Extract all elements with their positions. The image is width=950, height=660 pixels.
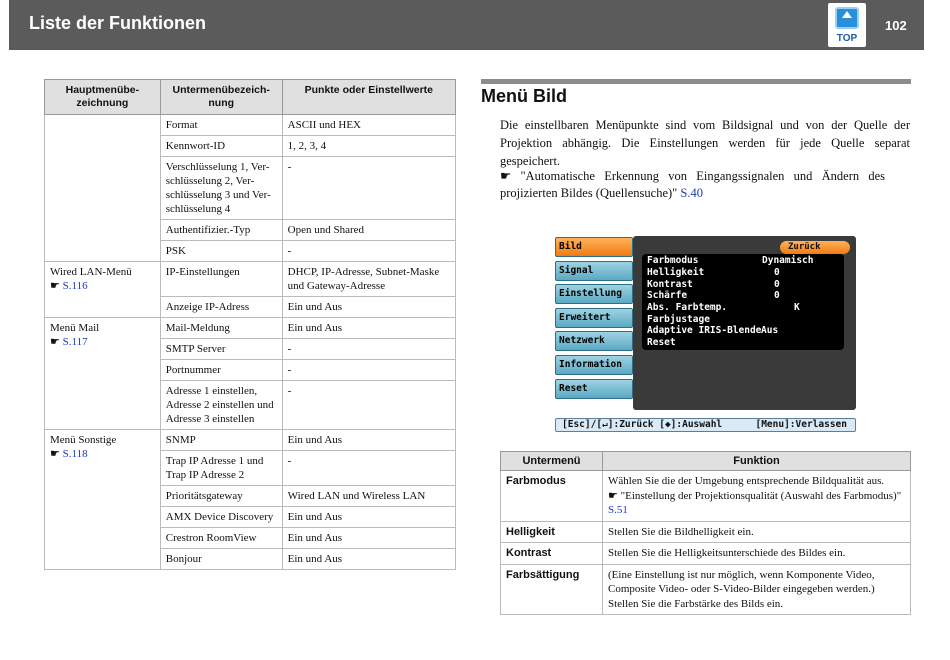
submenu-function [603, 564, 911, 615]
sub-cell: Adresse 1 einstellen, Adresse 2 einstellen und Adresse 3 einstellen [160, 381, 282, 430]
osd-submenu-item: Reset [647, 337, 676, 348]
osd-value: Aus [761, 325, 779, 336]
value-cell: Ein und Aus [282, 318, 455, 339]
page-link[interactable]: S.116 [62, 280, 88, 292]
function-text: Stellen Sie die Bildhelligkeit ein. [603, 521, 911, 543]
table-row [501, 471, 911, 522]
column-header: Untermenübezeich-nung [160, 80, 282, 115]
hand-pointer-icon: ☛ [608, 489, 618, 502]
value-cell: DHCP, IP-Adresse, Subnet-Maske und Gateway-Adresse [282, 262, 455, 297]
value-cell: - [282, 157, 455, 220]
top-button-label: TOP [836, 33, 858, 44]
osd-value: Dynamisch [762, 255, 814, 266]
value-cell: Open und Shared [282, 220, 455, 241]
osd-menu-item: Signal [555, 261, 633, 281]
value-cell: Wired LAN und Wireless LAN [282, 486, 455, 507]
function-text: (Eine Einstellung ist nur möglich, wenn Komponente Video, Composite Video- oder S-Video-Bilder eingegeben werden.) [608, 568, 875, 595]
page-link[interactable]: S.40 [680, 186, 703, 200]
table-row [45, 115, 456, 136]
value-cell: 1, 2, 3, 4 [282, 136, 455, 157]
main-cell-sonstige [45, 430, 161, 570]
column-header: Hauptmenübe-zeichnung [45, 80, 161, 115]
main-cell [45, 115, 161, 262]
osd-back-button [780, 241, 850, 254]
osd-menu-item: Reset [555, 379, 633, 399]
value-cell: Ein und Aus [282, 297, 455, 318]
hand-pointer-icon: ☛ [500, 169, 512, 183]
value-cell: ASCII und HEX [282, 115, 455, 136]
osd-value: 0 [774, 267, 780, 278]
sub-cell: Trap IP Adresse 1 und Trap IP Adresse 2 [160, 451, 282, 486]
osd-submenu-item: Adaptive IRIS-Blende [647, 325, 762, 336]
note-paragraph [500, 168, 885, 202]
main-cell-mail [45, 318, 161, 430]
osd-submenu-item: Schärfe [647, 290, 688, 301]
hand-pointer-icon: ☛ [50, 336, 60, 348]
page-header [9, 0, 924, 50]
sub-cell: PSK [160, 241, 282, 262]
submenu-key: Farbsättigung [501, 564, 603, 615]
osd-menu-item: Erweitert [555, 308, 633, 328]
section-title: Menü Bild [481, 86, 567, 106]
osd-submenu-item: Farbmodus [647, 255, 699, 266]
hand-pointer-icon: ☛ [50, 280, 60, 292]
sub-cell: Format [160, 115, 282, 136]
up-arrow-icon [842, 11, 852, 18]
main-label: Menü Sonstige [50, 434, 117, 446]
function-text: Stellen Sie die Farbstärke des Bilds ein. [608, 597, 784, 610]
table-row [501, 543, 911, 565]
osd-menu-item: Bild [555, 237, 633, 257]
sub-cell: IP-Einstellungen [160, 262, 282, 297]
section-title-bar [481, 79, 911, 84]
header-title: Liste der Funktionen [29, 13, 207, 33]
sub-cell: Prioritätsgateway [160, 486, 282, 507]
osd-back-label: Zurück [788, 242, 821, 252]
sub-cell: SMTP Server [160, 339, 282, 360]
osd-footer-left: [Esc]/[↵]:Zurück [◆]:Auswahl [562, 419, 723, 430]
hand-pointer-icon: ☛ [50, 448, 60, 460]
osd-value: K [794, 302, 800, 313]
osd-footer [555, 418, 856, 432]
value-cell: - [282, 451, 455, 486]
page-link[interactable]: S.118 [62, 448, 88, 460]
sub-cell: AMX Device Discovery [160, 507, 282, 528]
osd-main-menu [555, 237, 633, 402]
main-cell-wired [45, 262, 161, 318]
osd-value: 0 [774, 290, 780, 301]
osd-footer-right: [Menu]:Verlassen [755, 419, 847, 430]
function-text: Stellen Sie die Helligkeitsunterschiede des Bildes ein. [603, 543, 911, 565]
column-header: Untermenü [501, 452, 603, 471]
sub-cell: Bonjour [160, 549, 282, 570]
table-row [501, 564, 911, 615]
main-label: Menü Mail [50, 322, 100, 334]
table-header-row [45, 80, 456, 115]
value-cell: - [282, 241, 455, 262]
osd-menu-item: Einstellung [555, 284, 633, 304]
osd-submenu-item: Farbjustage [647, 314, 710, 325]
intro-paragraph: Die einstellbaren Menüpunkte sind vom Bildsignal und von der Quelle der Projektion abhängig. Die Einstellungen werden für jede Quelle separat gespeichert. [500, 118, 910, 168]
submenu-key: Kontrast [501, 543, 603, 565]
osd-menu-item: Netzwerk [555, 331, 633, 351]
submenu-key: Helligkeit [501, 521, 603, 543]
sub-cell: SNMP [160, 430, 282, 451]
table-row [501, 521, 911, 543]
function-note: "Einstellung der Projektionsqualität (Auswahl des Farbmodus)" [620, 489, 902, 502]
submenu-function [603, 471, 911, 522]
submenu-table [500, 451, 911, 615]
function-text: Wählen Sie die der Umgebung entsprechende Bildqualität aus. [608, 475, 885, 487]
sub-cell: Authentifizier.-Typ [160, 220, 282, 241]
sub-cell: Verschlüsselung 1, Ver-schlüsselung 2, Ver-schlüsselung 3 und Ver-schlüsselung 4 [160, 157, 282, 220]
page-number: 102 [885, 18, 907, 33]
column-header: Funktion [603, 452, 911, 471]
top-button[interactable] [828, 3, 866, 47]
value-cell: Ein und Aus [282, 528, 455, 549]
submenu-key: Farbmodus [501, 471, 603, 522]
table-row [45, 262, 456, 297]
value-cell: - [282, 360, 455, 381]
sub-cell: Crestron RoomView [160, 528, 282, 549]
value-cell: Ein und Aus [282, 507, 455, 528]
table-row [45, 430, 456, 451]
osd-submenu-item: Abs. Farbtemp. [647, 302, 728, 313]
osd-menu-item: Information [555, 355, 633, 375]
table-header-row [501, 452, 911, 471]
table-row [45, 318, 456, 339]
osd-menu-screenshot [555, 232, 856, 434]
value-cell: - [282, 339, 455, 360]
sub-cell: Mail-Meldung [160, 318, 282, 339]
function-table [44, 79, 456, 570]
sub-cell: Portnummer [160, 360, 282, 381]
osd-submenu-item: Kontrast [647, 279, 693, 290]
note-text: "Automatische Erkennung von Eingangssignalen und Ändern des projizierten Bildes (Quellensuche)" [500, 169, 885, 200]
value-cell: - [282, 381, 455, 430]
page-link[interactable]: S.51 [608, 504, 628, 516]
osd-value: 0 [774, 279, 780, 290]
sub-cell: Kennwort-ID [160, 136, 282, 157]
main-label: Wired LAN-Menü [50, 266, 132, 278]
sub-cell: Anzeige IP-Adress [160, 297, 282, 318]
value-cell: Ein und Aus [282, 430, 455, 451]
osd-submenu-item: Helligkeit [647, 267, 705, 278]
value-cell: Ein und Aus [282, 549, 455, 570]
column-header: Punkte oder Einstellwerte [282, 80, 455, 115]
page-link[interactable]: S.117 [62, 336, 88, 348]
